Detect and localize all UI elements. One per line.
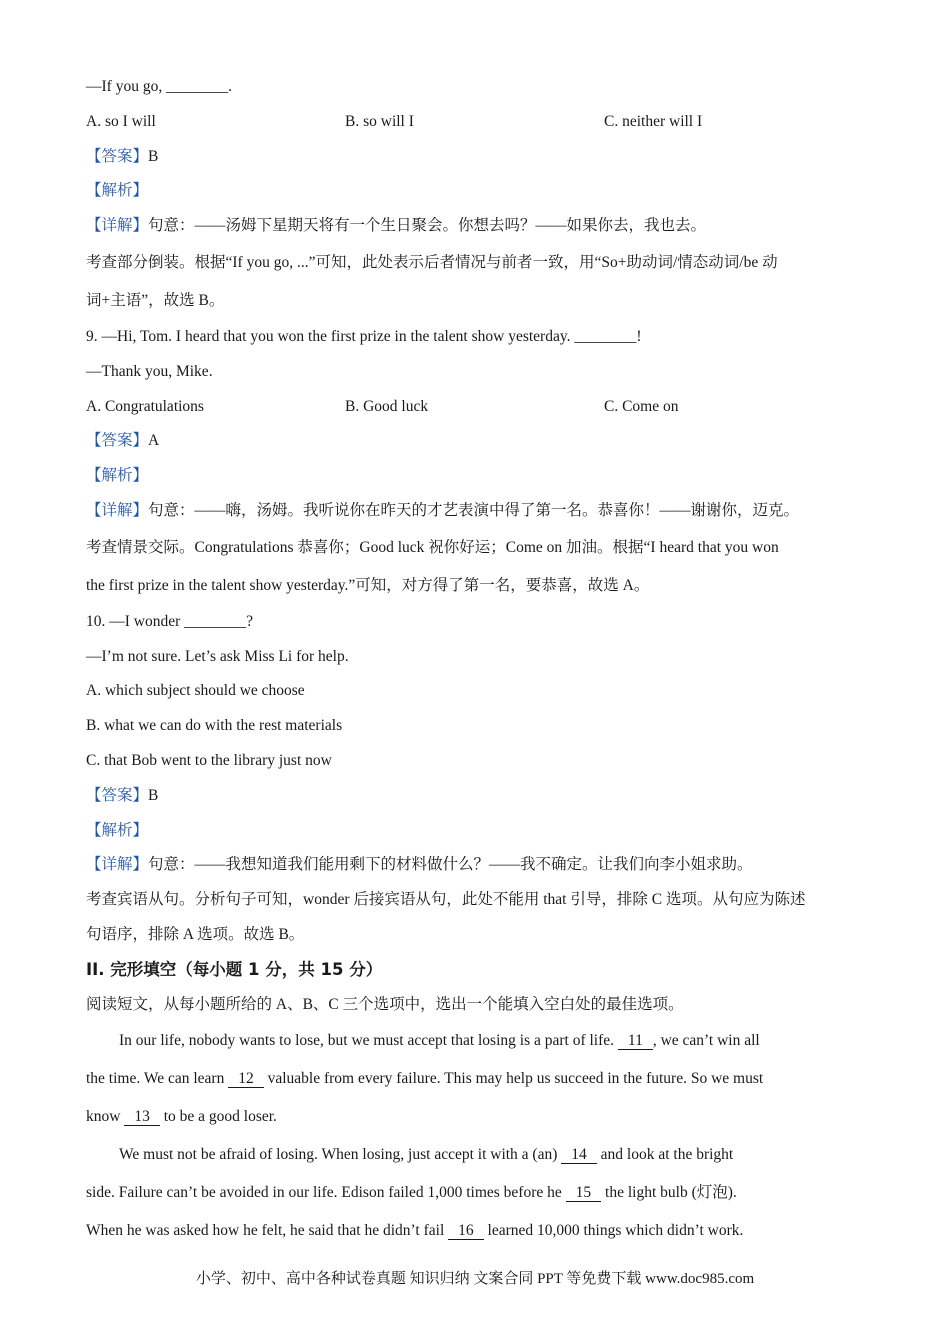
q9-question: 9. —Hi, Tom. I heard that you won the first prize in the talent show yesterday. ________! [86, 327, 642, 345]
blank-13: 13 [124, 1108, 160, 1126]
q9-option-a: A. Congratulations [86, 397, 204, 415]
q10-option-b: B. what we can do with the rest materials [86, 717, 343, 735]
section-heading: II. 完形填空（每小题 1 分，共 15 分） [86, 959, 383, 979]
blank-16: 16 [448, 1222, 484, 1240]
q10-option-c: C. that Bob went to the library just now [86, 751, 332, 769]
answer-label: 【答案】 [86, 786, 149, 804]
blank-14: 14 [561, 1146, 597, 1164]
q8-option-c: C. neither will I [604, 112, 703, 130]
q8-answer: 【答案】B [86, 147, 159, 165]
q10-option-a: A. which subject should we choose [86, 682, 305, 700]
analysis-label: 【解析】 [86, 467, 149, 485]
passage-line: We must not be afraid of losing. When losing, just accept it with a (an) 14 and look at the bright [119, 1146, 734, 1164]
document-page [86, 70, 870, 1250]
q8-detail: 【详解】句意：——汤姆下星期天将有一个生日聚会。你想去吗？——如果你去，我也去。 [86, 217, 707, 235]
passage-line: In our life, nobody wants to lose, but we must accept that losing is a part of life. 11 , we can’t win all [119, 1032, 760, 1050]
prev-reply: —If you go, ________. [86, 78, 232, 95]
passage-line: the time. We can learn 12 valuable from every failure. This may help us succeed in the future. So we must [86, 1070, 764, 1088]
q9-explain-1: 考查情景交际。Congratulations 恭喜你；Good luck 祝你好运；Come on 加油。根据“I heard that you won [86, 538, 779, 556]
section-instruction: 阅读短文，从每小题所给的 A、B、C 三个选项中，选出一个能填入空白处的最佳选项。 [86, 995, 684, 1013]
q10-question: 10. —I wonder ________? [86, 612, 254, 630]
detail-label: 【详解】 [86, 501, 149, 519]
passage-line: side. Failure can’t be avoided in our life. Edison failed 1,000 times before he 15 the light bulb (灯泡). [86, 1184, 737, 1202]
blank-11: 11 [618, 1032, 653, 1050]
page-footer: 小学、初中、高中各种试卷真题 知识归纳 文案合同 PPT 等免费下载 www.doc985.com [195, 1271, 755, 1287]
answer-label: 【答案】 [86, 147, 149, 165]
q10-explain-2: 句语序，排除 A 选项。故选 B。 [86, 925, 305, 943]
analysis-label: 【解析】 [86, 821, 149, 839]
analysis-label: 【解析】 [86, 182, 149, 200]
q8-option-b: B. so will I [345, 112, 414, 130]
blank-12: 12 [228, 1070, 264, 1088]
q8-explain-2: 词+主语”，故选 B。 [86, 291, 225, 309]
detail-label: 【详解】 [86, 856, 149, 874]
q9-options [86, 390, 870, 425]
q10-answer: 【答案】B [86, 786, 159, 804]
q9-analysis [86, 459, 870, 494]
blank-15: 15 [566, 1184, 602, 1202]
q9-detail: 【详解】句意：——嗨，汤姆。我听说你在昨天的才艺表演中得了第一名。恭喜你！——谢谢你，迈克。 [86, 501, 800, 519]
q10-explain-1: 考查宾语从句。分析句子可知，wonder 后接宾语从句，此处不能用 that 引导，排除 C 选项。从句应为陈述 [86, 891, 806, 909]
q8-options [86, 105, 870, 140]
q10-analysis [86, 814, 870, 849]
answer-label: 【答案】 [86, 432, 149, 450]
q9-reply: —Thank you, Mike. [86, 362, 213, 380]
passage-line: When he was asked how he felt, he said that he didn’t fail 16 learned 10,000 things which didn’t work. [86, 1222, 744, 1240]
detail-label: 【详解】 [86, 217, 149, 235]
q9-explain-2: the first prize in the talent show yesterday.”可知，对方得了第一名，要恭喜，故选 A。 [86, 576, 650, 594]
q8-option-a: A. so I will [86, 112, 156, 130]
q8-analysis [86, 174, 870, 209]
passage-line: know 13 to be a good loser. [86, 1108, 277, 1126]
q9-option-c: C. Come on [604, 397, 679, 415]
q8-explain-1: 考查部分倒装。根据“If you go, ...”可知，此处表示后者情况与前者一致，用“So+助动词/情态动词/be 动 [86, 253, 778, 271]
q10-detail: 【详解】句意：——我想知道我们能用剩下的材料做什么？——我不确定。让我们向李小姐求助。 [86, 856, 753, 874]
q9-option-b: B. Good luck [345, 397, 429, 415]
q10-reply: —I’m not sure. Let’s ask Miss Li for help. [86, 647, 349, 665]
q9-answer: 【答案】A [86, 432, 160, 450]
